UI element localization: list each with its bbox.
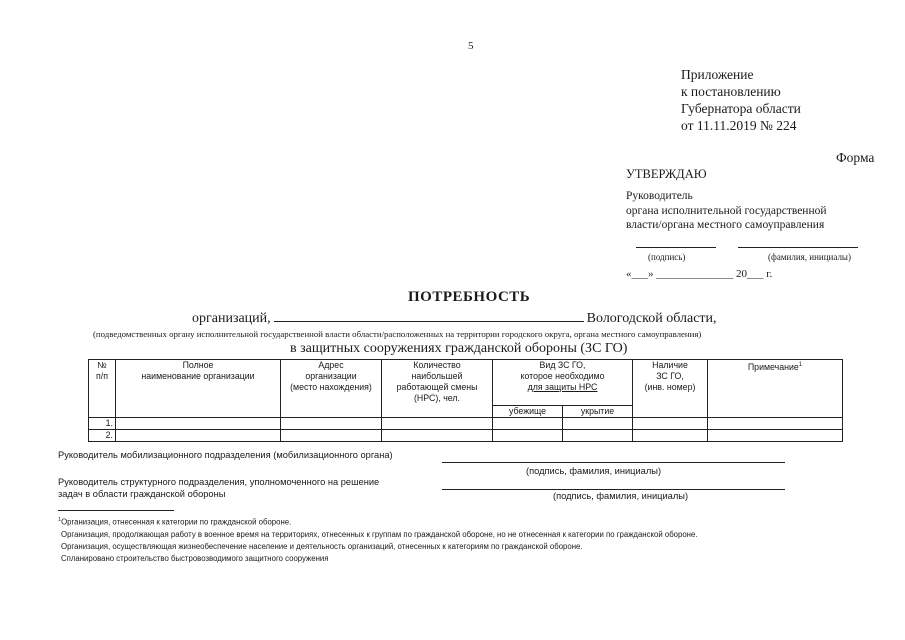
signature-line (636, 247, 716, 248)
appendix-line-1: Приложение (681, 67, 754, 82)
org-parenthetical: (подведомственных органу исполнительной государственной власти области/расположенных на территории городского округа, органа местного самоуправления) (93, 329, 702, 339)
footnotes (58, 514, 698, 565)
form-label: Форма (836, 150, 875, 165)
row-number: 2. (89, 430, 116, 442)
needs-table (88, 359, 843, 442)
table-row (89, 430, 843, 442)
col-type-shelter: убежище (493, 406, 563, 418)
zs-line: в защитных сооружениях гражданской обороны (ЗС ГО) (290, 341, 628, 356)
head-line-2: органа исполнительной государственной (626, 204, 827, 217)
table-row (89, 418, 843, 430)
col-count-header: Количество наибольшей работающей смены (НРС), чел. (382, 360, 493, 418)
col-num-header: № п/п (89, 360, 116, 418)
document-title: ПОТРЕБНОСТЬ (408, 289, 531, 305)
col-presence-header: Наличие ЗС ГО, (инв. номер) (633, 360, 708, 418)
struct-head-label: Руководитель структурного подразделения, уполномоченного на решение задач в области гражданской обороны (58, 477, 380, 499)
footnote-separator (58, 510, 174, 511)
appendix-line-3: Губернатора области (681, 101, 801, 116)
name-caption: (фамилия, инициалы) (768, 252, 851, 262)
head-block (626, 189, 827, 233)
col-type-cover: укрытие (563, 406, 633, 418)
appendix-line-2: к постановлению (681, 84, 781, 99)
appendix-line-4: от 11.11.2019 № 224 (681, 118, 797, 133)
signature-caption: (подпись) (648, 252, 686, 262)
page-number: 5 (468, 40, 474, 52)
col-note-header: Примечание$^1$ (708, 360, 843, 418)
head-line-1: Руководитель (626, 190, 693, 202)
footnote-2: Организация, продолжающая работу в военное время на территориях, отнесенных к группам по гражданской обороне, но не отнесенная к категории по гражданской обороне. (61, 529, 698, 539)
appendix-block (681, 66, 801, 134)
org-prefix: организаций, (192, 311, 271, 326)
footnote-4: Спланировано строительство быстровозводимого защитного сооружения (61, 553, 329, 563)
approve-label: УТВЕРЖДАЮ (626, 167, 707, 181)
date-line: «___» ______________ 20___ г. (626, 268, 773, 280)
name-line (738, 247, 858, 248)
row-number: 1. (89, 418, 116, 430)
mob-signature-line (442, 462, 785, 463)
col-address-header: Адрес организации (место нахождения) (281, 360, 382, 418)
org-line (192, 309, 717, 327)
mob-head-label: Руководитель мобилизационного подразделения (мобилизационного органа) (58, 450, 393, 460)
table-header-row (89, 360, 843, 406)
struct-signature-caption: (подпись, фамилия, инициалы) (553, 491, 689, 501)
footnote-3: Организация, осуществляющая жизнеобеспечение население и деятельность организаций, отнесенных к категориям по гражданской обороне. (61, 541, 583, 551)
col-type-header: Вид ЗС ГО, которое необходимо для защиты НРС (493, 360, 633, 406)
struct-signature-line (442, 489, 785, 490)
head-line-3: власти/органа местного самоуправления (626, 219, 825, 231)
mob-signature-caption: (подпись, фамилия, инициалы) (526, 466, 662, 476)
col-name-header: Полное наименование организации (116, 360, 281, 418)
footnote-1: $^1$Организация, отнесенная к категории по гражданской обороне. (58, 517, 292, 527)
org-suffix: Вологодской области, (586, 311, 717, 326)
org-blank-field (274, 309, 584, 322)
